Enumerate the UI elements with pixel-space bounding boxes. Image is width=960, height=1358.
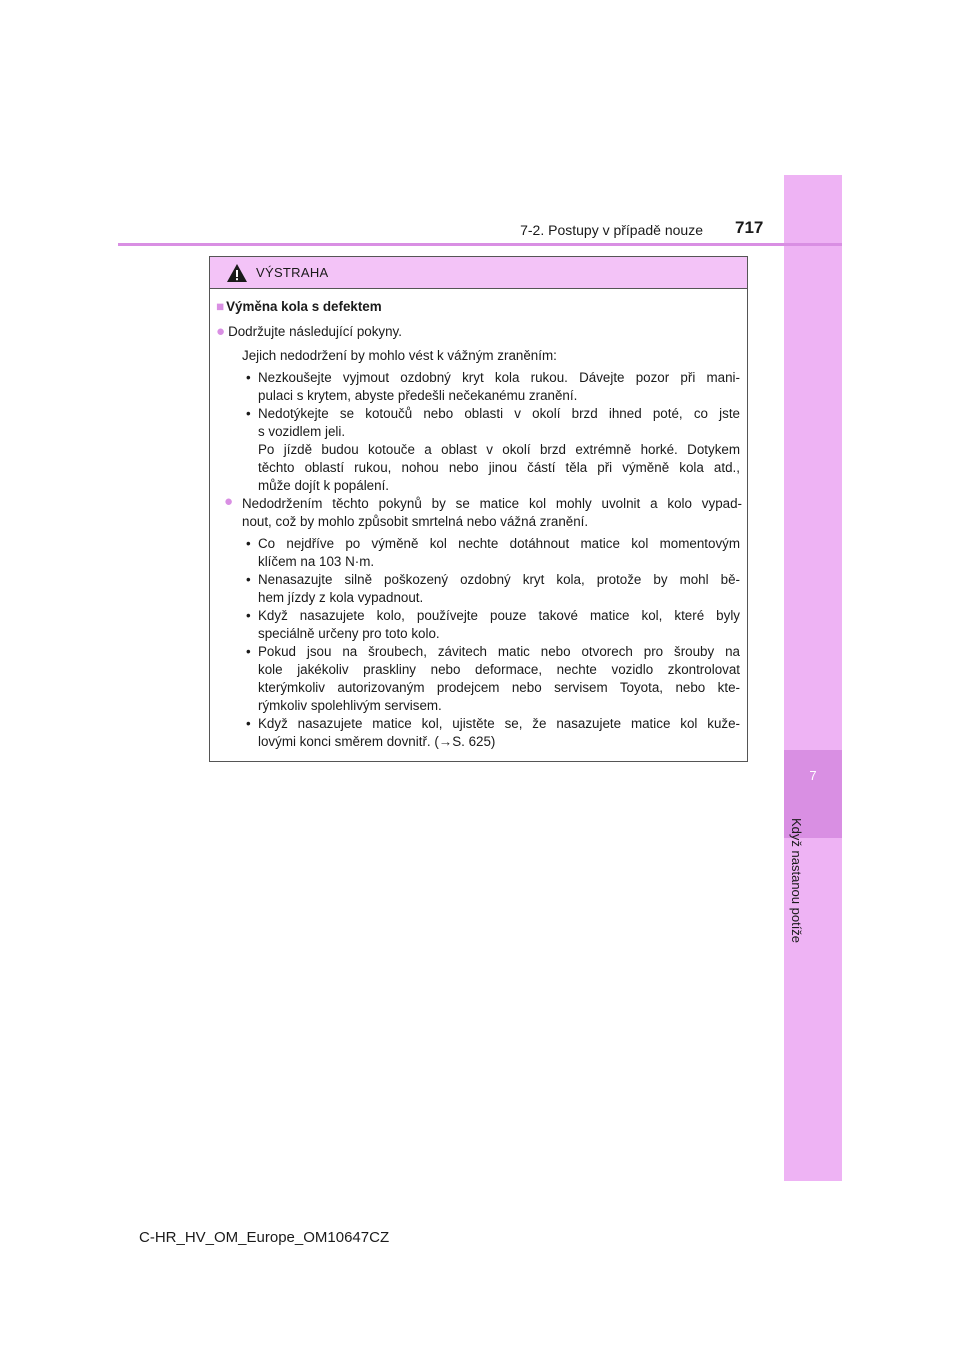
bullet-line: lovými konci směrem dovnitř. (→S. 625) bbox=[258, 734, 496, 749]
bullet-line: Nedotýkejte se kotoučů nebo oblasti v okolí brzd ihned poté, co jste bbox=[258, 406, 740, 421]
bullet-dot: • bbox=[246, 716, 251, 731]
circle-bullet-icon: ● bbox=[216, 323, 226, 340]
bullet-line: Nezkoušejte vyjmout ozdobný kryt kola rukou. Dávejte pozor při mani- bbox=[258, 370, 740, 385]
bullet-line: hem jízdy z kola vypadnout. bbox=[258, 590, 424, 605]
bullet-dot: • bbox=[246, 406, 251, 421]
chapter-number: 7 bbox=[809, 768, 817, 783]
bullet-line: Co nejdříve po výměně kol nechte dotáhnout matice kol momentovým bbox=[258, 536, 740, 551]
bullet-line: speciálně určeny pro toto kolo. bbox=[258, 626, 440, 641]
instruction-lead: ● Dodržujte následující pokyny. bbox=[216, 323, 402, 340]
bullet-line: Po jízdě budou kotouče a oblast v okolí brzd extrémně horké. Dotykem bbox=[258, 442, 740, 457]
bullet-dot: • bbox=[246, 572, 251, 587]
bullet-line: s vozidlem jeli. bbox=[258, 424, 346, 439]
document-id: C-HR_HV_OM_Europe_OM10647CZ bbox=[139, 1229, 390, 1246]
header-rule bbox=[118, 243, 842, 246]
bullet-dot: • bbox=[246, 644, 251, 659]
instruction-intro: Jejich nedodržení by mohlo vést k vážným zraněním: bbox=[242, 348, 557, 363]
paragraph-line: nout, což by mohlo způsobit smrtelná nebo vážná zranění. bbox=[242, 514, 589, 529]
page-number: 717 bbox=[735, 218, 764, 237]
bullet-line: Když nasazujete matice kol, ujistěte se, že nasazujete matice kol kuže- bbox=[258, 716, 740, 731]
bullet-dot: • bbox=[246, 536, 251, 551]
bullet-line: Když nasazujete kolo, používejte pouze takové matice kol, které byly bbox=[258, 608, 740, 623]
chapter-side-tab bbox=[784, 175, 842, 1181]
bullet-line: klíčem na 103 N·m. bbox=[258, 554, 375, 569]
warning-heading: ■ Výměna kola s defektem bbox=[216, 299, 382, 314]
bullet-dot: • bbox=[246, 608, 251, 623]
warning-header bbox=[210, 257, 747, 289]
bullet-line: Nenasazujte silně poškozený ozdobný kryt kola, protože by mohl bě- bbox=[258, 572, 740, 587]
square-bullet-icon: ■ bbox=[216, 299, 225, 314]
section-title: 7-2. Postupy v případě nouze bbox=[520, 222, 703, 238]
bullet-line: kterýmkoliv autorizovaným prodejcem nebo servisem Toyota, nebo kte- bbox=[258, 680, 740, 695]
bullet-dot: • bbox=[246, 370, 251, 385]
paragraph-line: Nedodržením těchto pokynů by se matice kol mohly uvolnit a kolo vypad- bbox=[242, 496, 742, 511]
bullet-line: Pokud jsou na šroubech, závitech matic nebo otvorech pro šrouby na bbox=[258, 644, 740, 659]
bullet-line: rýmkoliv spolehlivým servisem. bbox=[258, 698, 442, 713]
bullet-line: pulaci s krytem, abyste předešli nečekanému zranění. bbox=[258, 388, 578, 403]
warning-triangle-icon bbox=[226, 263, 248, 283]
circle-bullet-icon: ● bbox=[224, 493, 234, 510]
bullet-line: těchto oblastí rukou, nohou nebo jinou částí těla při výměně kola atd., bbox=[258, 460, 740, 475]
bullet-line: může dojít k popálení. bbox=[258, 478, 390, 493]
warning-title: VÝSTRAHA bbox=[256, 265, 329, 280]
bullet-line: kole jakékoliv praskliny nebo deformace, nechte vozidlo zkontrolovat bbox=[258, 662, 740, 677]
chapter-title: Když nastanou potíže bbox=[789, 818, 804, 944]
warning-box bbox=[209, 256, 748, 762]
